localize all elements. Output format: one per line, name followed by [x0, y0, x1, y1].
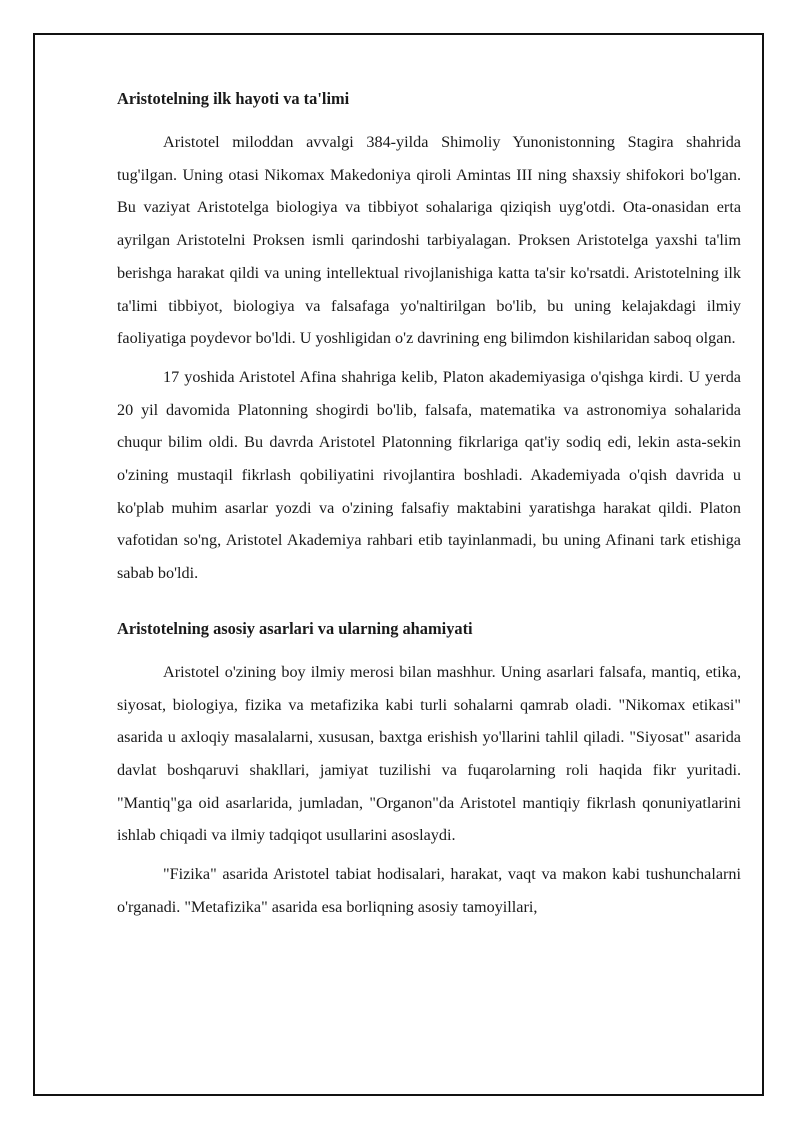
- document-body: [117, 84, 741, 929]
- section-heading-early-life: Aristotelning ilk hayoti va ta'limi: [117, 89, 350, 108]
- paragraph: Aristotel o'zining boy ilmiy merosi bilan mashhur. Uning asarlari falsafa, mantiq, etika, siyosat, biologiya, fizika va metafizika kabi turli sohalarni qamrab oladi. "Nikomax etikasi" asarida u axloqiy masalalarni, xususan, baxtga erishish yo'llarini tahlil qiladi. "Siyosat" asarida davlat boshqaruvi shakllari, jamiyat tuzilishi va fuqarolarning roli haqida fikr yuritadi. "Mantiq"ga oid asarlarida, jumladan, "Organon"da Aristotel mantiqiy fikrlash qonuniyatlarini ishlab chiqadi va ilmiy tadqiqot usullarini asoslaydi.: [117, 662, 741, 845]
- paragraph: Aristotel miloddan avvalgi 384-yilda Shimoliy Yunonistonning Stagira shahrida tug'ilgan. Uning otasi Nikomax Makedoniya qiroli Amintas III ning shaxsiy shifokori bo'lgan. Bu vaziyat Aristotelga biologiya va tibbiyot sohalariga qiziqish uyg'otdi. Ota-onasidan erta ayrilgan Aristotelni Proksen ismli qarindoshi tarbiyalagan. Proksen Aristotelga yaxshi ta'lim berishga harakat qildi va uning intellektual rivojlanishiga katta ta'sir ko'rsatdi. Aristotelning ilk ta'limi tibbiyot, biologiya va falsafaga yo'naltirilgan bo'lib, bu uning kelajakdagi ilmiy faoliyatiga poydevor bo'ldi. U yoshligidan o'z davrining eng bilimdon kishilaridan saboq olgan.: [117, 133, 741, 348]
- paragraph: "Fizika" asarida Aristotel tabiat hodisalari, harakat, vaqt va makon kabi tushunchalarni o'rganadi. "Metafizika" asarida esa borliqning asosiy tamoyillari,: [117, 865, 741, 916]
- paragraph: 17 yoshida Aristotel Afina shahriga kelib, Platon akademiyasiga o'qishga kirdi. U yerda 20 yil davomida Platonning shogirdi bo'lib, falsafa, matematika va astronomiya sohalarida chuqur bilim oldi. Bu davrda Aristotel Platonning fikrlariga qat'iy sodiq edi, lekin asta-sekin o'zining mustaqil fikrlash qobiliyatini rivojlantira boshladi. Akademiyada o'qish davrida u ko'plab muhim asarlar yozdi va o'zining falsafiy maktabini yaratishga harakat qildi. Platon vafotidan so'ng, Aristotel Akademiya rahbari etib tayinlanmadi, bu uning Afinani tark etishiga sabab bo'ldi.: [117, 367, 741, 583]
- section-heading-main-works: Aristotelning asosiy asarlari va ularning ahamiyati: [117, 618, 473, 638]
